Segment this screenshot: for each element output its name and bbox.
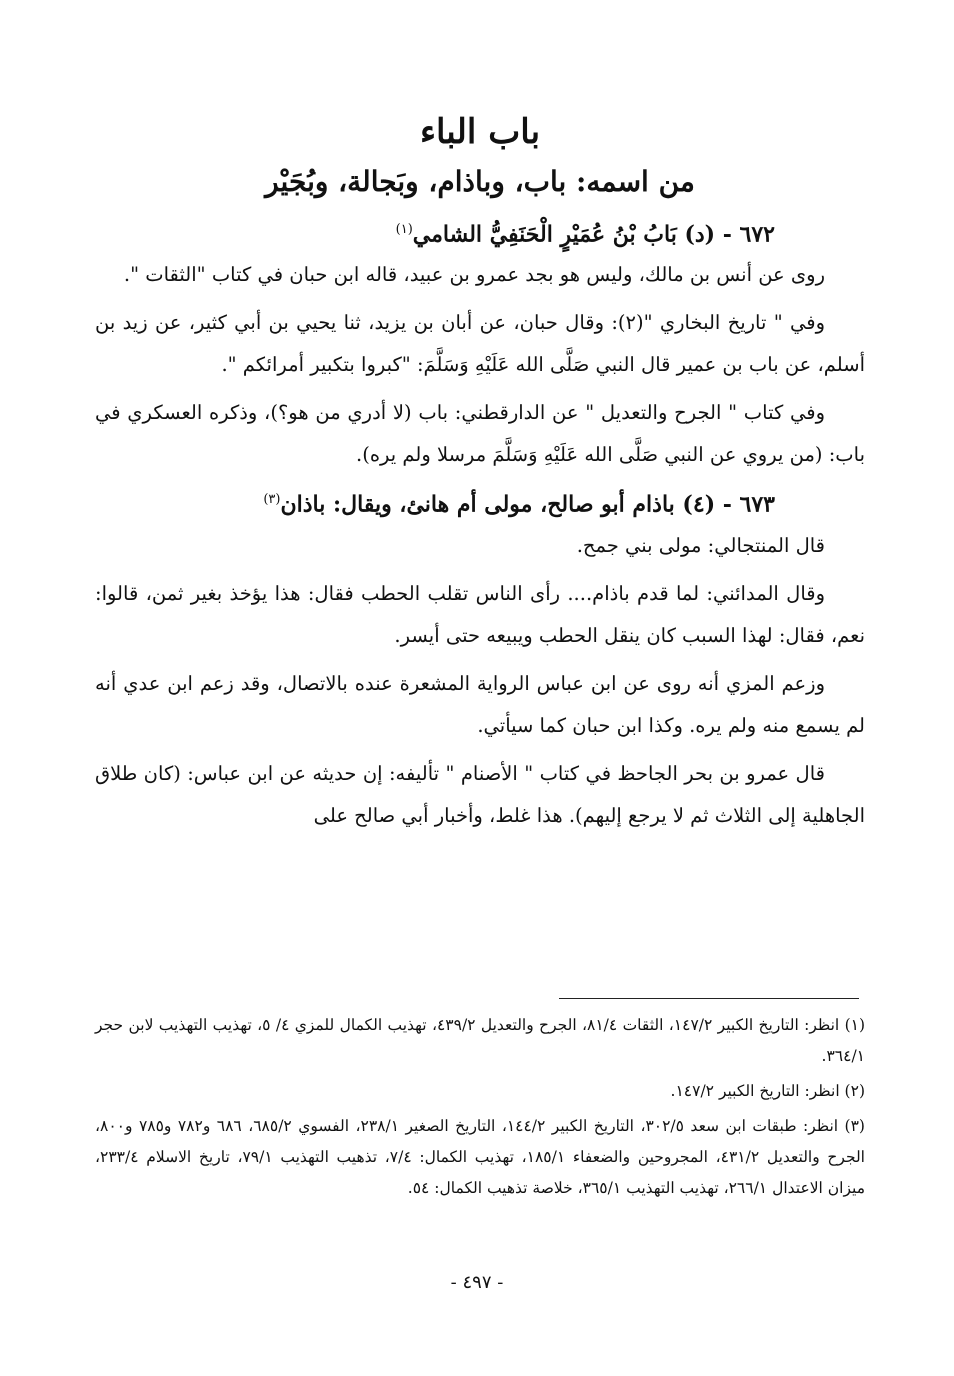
- entry-672-heading: [95, 212, 865, 252]
- footnote-ref-3[interactable]: (٣): [263, 492, 281, 508]
- section-title: من اسمه: باب، وباذام، وبَجالة، وبُجَيْر: [265, 165, 695, 198]
- page-body: [95, 110, 865, 843]
- footnote-ref-1[interactable]: (١): [395, 222, 413, 237]
- entry-672-paragraph-1: روى عن أنس بن مالك، وليس هو بجد عمرو بن عبيد، قاله ابن حبان في كتاب "الثقات ".: [123, 263, 825, 287]
- footnote-1: (١) انظر: التاريخ الكبير ١٤٧/٢، الثقات ٨١/٤، الجرح والتعديل ٤٣٩/٢، تهذيب الكمال للمزي ٤/ ٥، تهذيب التهذيب لابن حجر ٣٦٤/١.: [95, 1016, 866, 1065]
- footnote-3: (٣) انظر: طبقات ابن سعد ٣٠٢/٥، التاريخ الكبير ١٤٤/٢، التاريخ الصغير ٢٣٨/١، الفسوي ٦٨٥/٢، ٦٨٦ و٧٨٢ و٧٨٥ و٨٠٠، الجرح والتعديل ٤٣١/٢، المجروحين والضعفاء ١٨٥/١، تهذيب الكمال: ٧/٤، تذهيب التهذيب ٧٩/١، تاريخ الاسلام ٢٣٣/٤، ميزان الاعتدال ٢٦٦/١، تهذيب التهذيب ٣٦٥/١، خلاصة تذهيب الكمال: ٥٤.: [95, 1117, 865, 1197]
- entry-673-paragraph-2: وقال المدائني: لما قدم باذام.... رأى الناس تقلب الحطب فقال: هذا يؤخذ بغير ثمن، قالوا: نعم، فقال: لهذا السبب كان ينقل الحطب ويبيعه حتى أيسر.: [95, 581, 865, 647]
- footnote-divider: [559, 998, 859, 999]
- entry-673-paragraph-3: وزعم المزي أنه روى عن ابن عباس الرواية المشعرة عنده بالاتصال، وقد زعم ابن عدي أنه لم يسمع منه ولم يره. وكذا ابن حبان كما سيأتي.: [95, 671, 865, 737]
- entry-672-paragraph-3: وفي كتاب " الجرح والتعديل " عن الدارقطني: باب (لا أدري من هو؟)، وذكره العسكري في باب: (من يروي عن النبي صَلَّى الله عَلَيْهِ وَسَلَّمَ مرسلا ولم يره).: [95, 401, 865, 467]
- entry-672-paragraph-2: وفي " تاريخ البخاري "(٢): وقال حبان، عن أبان بن يزيد، ثنا يحيي بن أبي كثير، عن زيد بن أسلم، عن باب بن عمير قال النبي صَلَّى الله عَلَيْهِ وَسَلَّمَ: "كبروا بتكبير أمرائكم ".: [95, 311, 865, 377]
- chapter-title: باب الباء: [419, 112, 541, 152]
- footnotes: [95, 1010, 865, 1208]
- entry-673-paragraph-1: قال المنتجالي: مولى بني جمح.: [576, 533, 825, 557]
- footnote-2: (٢) انظر: التاريخ الكبير ١٤٧/٢.: [670, 1082, 865, 1100]
- entry-673-heading-text: ٦٧٣ - (٤) باذام أبو صالح، مولى أم هانئ، ويقال: باذان: [280, 491, 775, 518]
- entry-672-heading-text: ٦٧٢ - (د) بَابُ بْنُ عُمَيْرٍ الْحَنَفِيُّ الشامي: [412, 221, 775, 248]
- entry-673-paragraph-4: قال عمرو بن بحر الجاحظ في كتاب " الأصنام " تأليفه: إن حديثه عن ابن عباس: (كان طلاق الجاهلية إلى الثلاث ثم لا يرجع إليهم). هذا غلط، وأخبار أبي صالح على: [95, 761, 865, 827]
- page-number: - ٤٩٧ -: [450, 1272, 504, 1293]
- entry-673-heading: [95, 482, 865, 522]
